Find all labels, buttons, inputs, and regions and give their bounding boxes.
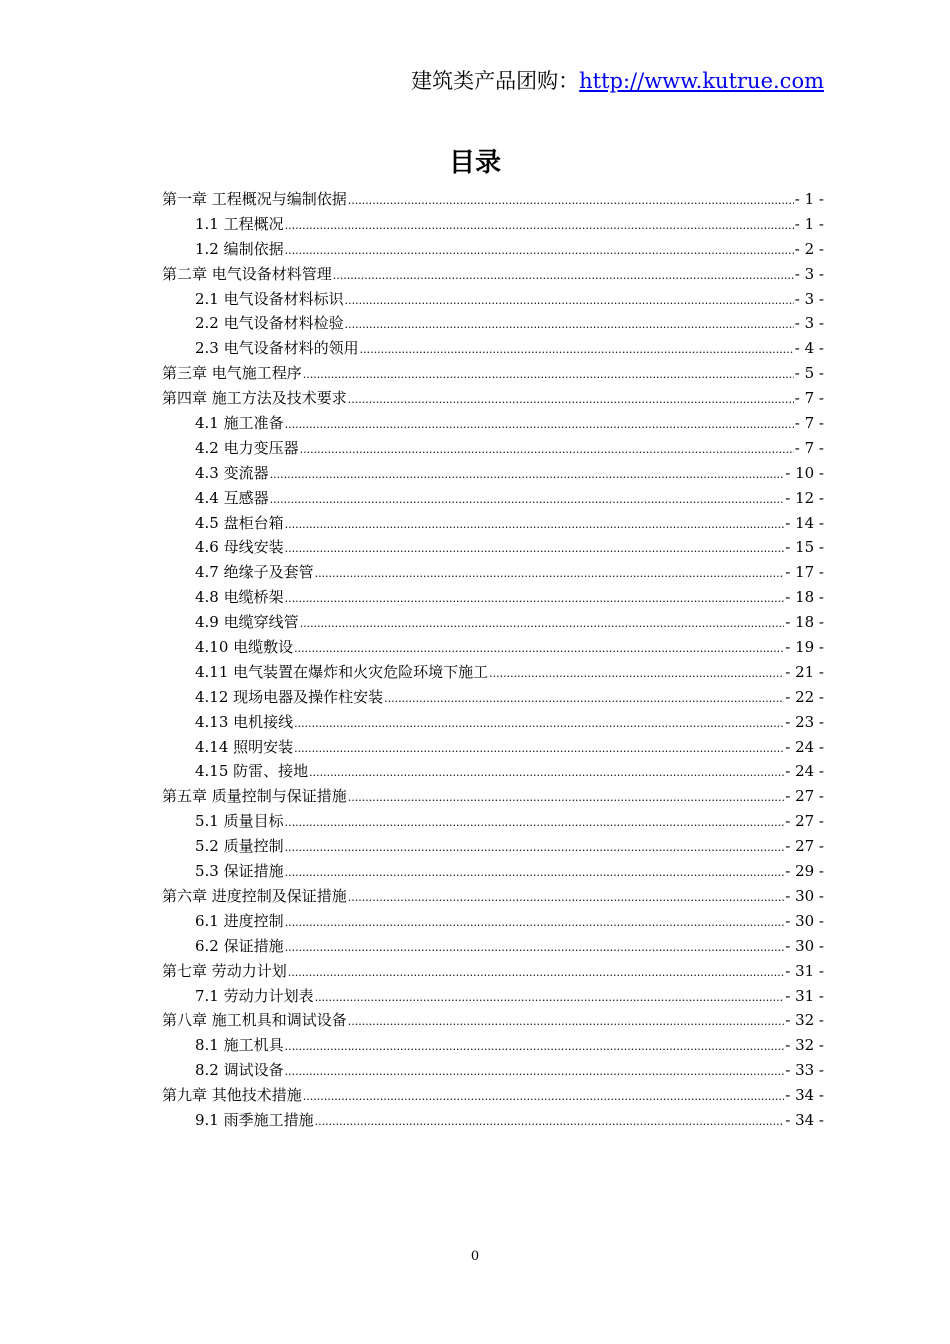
toc-dot-leader (294, 737, 784, 762)
toc-entry-page: - 7 - (794, 438, 824, 457)
toc-entry-page: - 30 - (785, 936, 824, 955)
toc-entry-label: 第一章 工程概况与编制依据 (162, 190, 347, 208)
toc-entry-label: 4.6 母线安装 (195, 538, 284, 557)
toc-section-entry[interactable] (162, 237, 824, 262)
toc-entry-page: - 32 - (785, 1036, 824, 1055)
toc-entry-page: - 24 - (785, 737, 824, 756)
toc-entry-page: - 15 - (785, 538, 824, 557)
toc-dot-leader (285, 811, 785, 836)
toc-dot-leader (285, 911, 785, 936)
toc-dot-leader (300, 612, 785, 637)
toc-dot-leader (285, 239, 794, 264)
toc-dot-leader (285, 1035, 785, 1060)
toc-entry-page: - 2 - (794, 239, 824, 258)
toc-entry-label: 4.7 绝缘子及套管 (195, 563, 314, 582)
toc-entry-page: - 7 - (794, 414, 824, 433)
toc-entry-label: 9.1 雨季施工措施 (195, 1110, 314, 1129)
toc-entry-label: 4.5 盘柜台箱 (195, 513, 284, 532)
toc-section-entry[interactable] (162, 809, 824, 834)
toc-section-entry[interactable] (162, 535, 824, 560)
toc-entry-label: 2.1 电气设备材料标识 (195, 289, 344, 308)
toc-entry-page: - 1 - (794, 190, 824, 208)
toc-entry-page: - 34 - (785, 1086, 824, 1105)
toc-entry-label: 第六章 进度控制及保证措施 (162, 886, 347, 905)
toc-entry-label: 4.3 变流器 (195, 463, 269, 482)
toc-dot-leader (285, 836, 785, 861)
toc-dot-leader (294, 637, 784, 662)
toc-entry-page: - 33 - (785, 1061, 824, 1080)
toc-entry-page: - 18 - (785, 588, 824, 607)
toc-entry-page: - 27 - (785, 812, 824, 831)
toc-chapter-entry[interactable] (162, 262, 824, 287)
toc-section-entry[interactable] (162, 735, 824, 760)
toc-dot-leader (285, 413, 794, 438)
toc-section-entry[interactable] (162, 411, 824, 436)
toc-entry-label: 4.10 电缆敷设 (195, 638, 294, 657)
toc-section-entry[interactable] (162, 934, 824, 959)
toc-section-entry[interactable] (162, 336, 824, 361)
toc-section-entry[interactable] (162, 909, 824, 934)
toc-entry-page: - 21 - (785, 662, 824, 681)
toc-section-entry[interactable] (162, 635, 824, 660)
toc-dot-leader (285, 861, 785, 886)
toc-entry-label: 第四章 施工方法及技术要求 (162, 389, 347, 408)
toc-entry-label: 4.2 电力变压器 (195, 438, 299, 457)
toc-section-entry[interactable] (162, 859, 824, 884)
toc-entry-label: 5.2 质量控制 (195, 837, 284, 856)
toc-section-entry[interactable] (162, 560, 824, 585)
toc-section-entry[interactable] (162, 1033, 824, 1058)
toc-entry-page: - 10 - (785, 463, 824, 482)
page-number: 0 (470, 1249, 480, 1264)
toc-dot-leader (348, 189, 794, 214)
toc-entry-page: - 31 - (785, 986, 824, 1005)
toc-entry-page: - 30 - (785, 911, 824, 930)
toc-section-entry[interactable] (162, 212, 824, 237)
toc-dot-leader (285, 587, 785, 612)
toc-dot-leader (303, 363, 794, 388)
toc-entry-label: 5.3 保证措施 (195, 862, 284, 881)
toc-entry-page: - 3 - (794, 264, 824, 283)
toc-dot-leader (285, 537, 785, 562)
toc-entry-label: 8.2 调试设备 (195, 1061, 284, 1080)
toc-section-entry[interactable] (162, 486, 824, 511)
toc-section-entry[interactable] (162, 461, 824, 486)
toc-section-entry[interactable] (162, 1058, 824, 1083)
toc-entry-label: 5.1 质量目标 (195, 812, 284, 831)
toc-section-entry[interactable] (162, 511, 824, 536)
toc-entry-page: - 14 - (785, 513, 824, 532)
toc-entry-page: - 18 - (785, 613, 824, 632)
toc-chapter-entry[interactable] (162, 1008, 824, 1033)
toc-entry-label: 4.4 互感器 (195, 488, 269, 507)
toc-entry-page: - 23 - (785, 712, 824, 731)
toc-entry-label: 4.12 现场电器及操作柱安装 (195, 687, 384, 706)
toc-entry-label: 2.2 电气设备材料检验 (195, 314, 344, 333)
toc-entry-label: 6.1 进度控制 (195, 911, 284, 930)
toc-section-entry[interactable] (162, 685, 824, 710)
toc-dot-leader (489, 662, 784, 687)
toc-section-entry[interactable] (162, 311, 824, 336)
toc-dot-leader (294, 712, 784, 737)
toc-entry-label: 8.1 施工机具 (195, 1036, 284, 1055)
toc-entry-page: - 27 - (785, 837, 824, 856)
toc-chapter-entry[interactable] (162, 187, 824, 212)
toc-dot-leader (288, 961, 784, 986)
toc-dot-leader (315, 1110, 785, 1135)
toc-dot-leader (285, 1060, 785, 1085)
toc-entry-label: 4.15 防雷、接地 (195, 762, 309, 781)
toc-entry-label: 第三章 电气施工程序 (162, 364, 302, 383)
toc-section-entry[interactable] (162, 585, 824, 610)
toc-section-entry[interactable] (162, 710, 824, 735)
toc-section-entry[interactable] (162, 834, 824, 859)
toc-dot-leader (348, 886, 784, 911)
toc-dot-leader (285, 513, 785, 538)
toc-dot-leader (285, 936, 785, 961)
toc-entry-label: 4.9 电缆穿线管 (195, 613, 299, 632)
toc-entry-label: 第九章 其他技术措施 (162, 1086, 302, 1105)
toc-entry-page: - 7 - (794, 389, 824, 408)
toc-section-entry[interactable] (162, 287, 824, 312)
toc-entry-label: 4.8 电缆桥架 (195, 588, 284, 607)
toc-section-entry[interactable] (162, 610, 824, 635)
toc-entry-page: - 32 - (785, 1011, 824, 1030)
toc-entry-page: - 4 - (794, 339, 824, 358)
toc-dot-leader (285, 214, 794, 239)
toc-dot-leader (300, 438, 794, 463)
toc-dot-leader (303, 1085, 784, 1110)
toc-dot-leader (309, 761, 784, 786)
toc-dot-leader (333, 264, 794, 289)
toc-dot-leader (315, 986, 785, 1011)
toc-entry-page: - 34 - (785, 1110, 824, 1129)
toc-entry-label: 第八章 施工机具和调试设备 (162, 1011, 347, 1030)
toc-title: 目录 (448, 148, 501, 178)
toc-entry-label: 1.1 工程概况 (195, 214, 284, 233)
toc-dot-leader (384, 687, 784, 712)
toc-entry-page: - 3 - (794, 289, 824, 308)
toc-entry-page: - 19 - (785, 638, 824, 657)
toc-entry-label: 1.2 编制依据 (195, 239, 284, 258)
toc-entry-label: 4.13 电机接线 (195, 712, 294, 731)
toc-entry-page: - 27 - (785, 787, 824, 806)
toc-entry-page: - 29 - (785, 862, 824, 881)
toc-chapter-entry[interactable] (162, 884, 824, 909)
toc-entry-page: - 1 - (794, 214, 824, 233)
toc-dot-leader (345, 313, 794, 338)
toc-entry-label: 4.11 电气装置在爆炸和火灾危险环境下施工 (195, 662, 489, 681)
toc-entry-label: 4.14 照明安装 (195, 737, 294, 756)
page-header (411, 66, 824, 96)
toc-dot-leader (270, 488, 785, 513)
toc-section-entry[interactable] (162, 984, 824, 1009)
toc-section-entry[interactable] (162, 1108, 824, 1133)
toc-dot-leader (348, 388, 794, 413)
toc-entry-label: 7.1 劳动力计划表 (195, 986, 314, 1005)
toc-entry-page: - 12 - (785, 488, 824, 507)
toc-entry-page: - 3 - (794, 314, 824, 333)
header-link[interactable]: http://www.kutrue.com (579, 69, 824, 93)
toc-entry-page: - 5 - (794, 364, 824, 383)
toc-section-entry[interactable] (162, 759, 824, 784)
toc-entry-page: - 17 - (785, 563, 824, 582)
toc-entry-label: 第五章 质量控制与保证措施 (162, 787, 347, 806)
header-text: 建筑类产品团购： (411, 69, 580, 93)
toc-entry-label: 6.2 保证措施 (195, 936, 284, 955)
toc-chapter-entry[interactable] (162, 1083, 824, 1108)
toc-entry-page: - 22 - (785, 687, 824, 706)
toc-chapter-entry[interactable] (162, 386, 824, 411)
toc-chapter-entry[interactable] (162, 361, 824, 386)
table-of-contents (162, 187, 824, 1133)
toc-dot-leader (360, 338, 794, 363)
toc-entry-label: 第七章 劳动力计划 (162, 961, 287, 980)
toc-entry-page: - 31 - (785, 961, 824, 980)
toc-entry-page: - 24 - (785, 762, 824, 781)
toc-chapter-entry[interactable] (162, 959, 824, 984)
toc-entry-label: 2.3 电气设备材料的领用 (195, 339, 359, 358)
toc-section-entry[interactable] (162, 660, 824, 685)
toc-dot-leader (315, 562, 785, 587)
toc-dot-leader (345, 289, 794, 314)
toc-chapter-entry[interactable] (162, 784, 824, 809)
toc-dot-leader (270, 463, 785, 488)
toc-dot-leader (348, 786, 784, 811)
toc-entry-page: - 30 - (785, 886, 824, 905)
toc-dot-leader (348, 1010, 784, 1035)
toc-entry-label: 第二章 电气设备材料管理 (162, 264, 332, 283)
toc-section-entry[interactable] (162, 436, 824, 461)
toc-entry-label: 4.1 施工准备 (195, 414, 284, 433)
